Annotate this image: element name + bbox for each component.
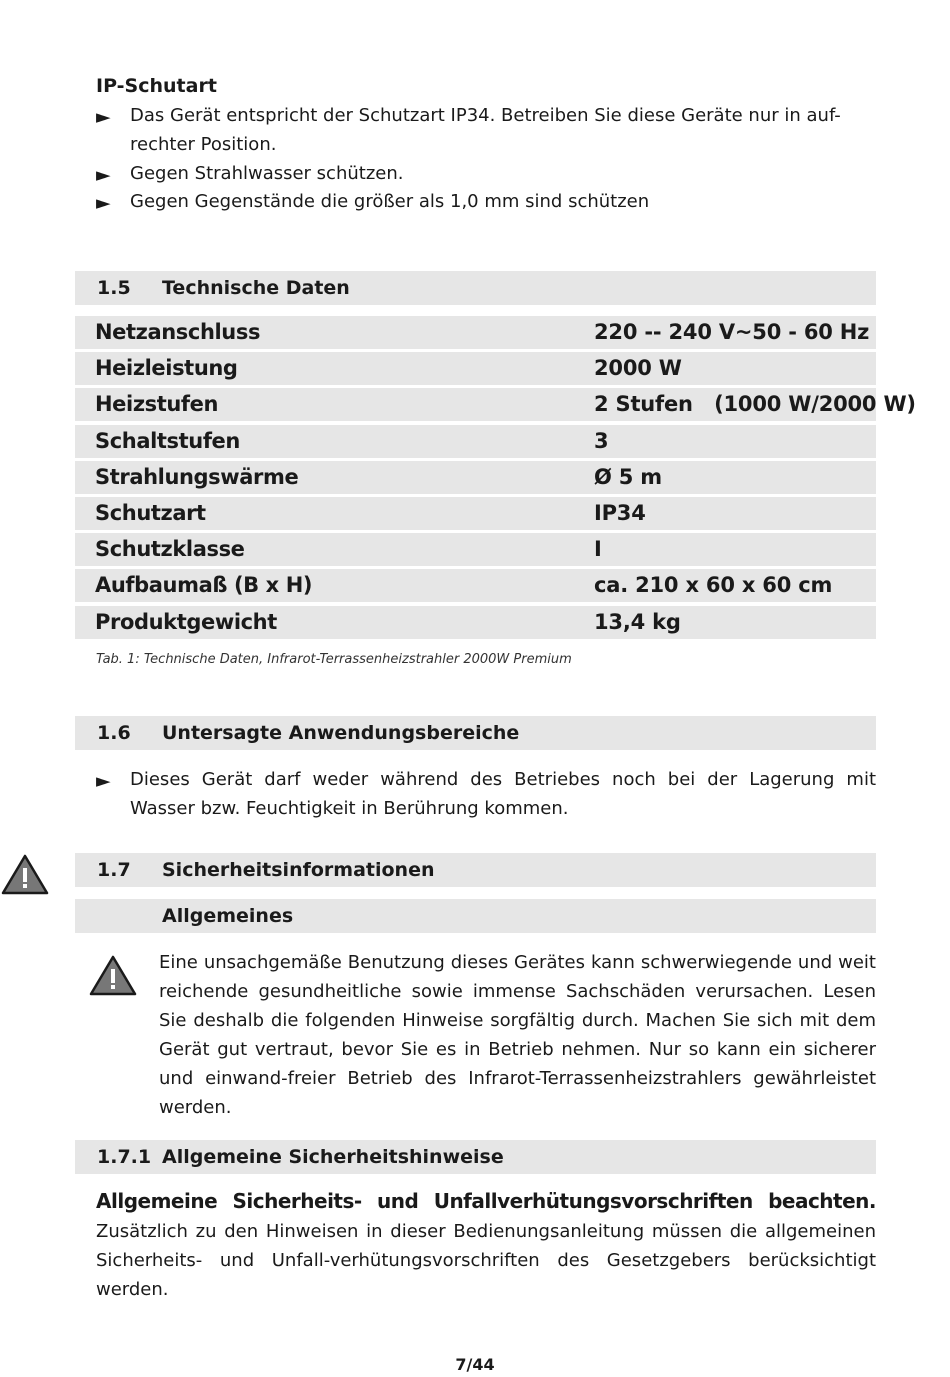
section-title: Untersagte Anwendungsbereiche xyxy=(162,722,520,744)
section-number: 1.7.1 xyxy=(97,1146,152,1168)
table-caption: Tab. 1: Technische Daten, Infrarot-Terrassenheizstrahler 2000W Premium xyxy=(96,652,572,667)
row-value: 220 -- 240 V~50 - 60 Hz xyxy=(594,320,870,344)
table-row xyxy=(75,533,876,566)
table-row xyxy=(75,425,876,458)
section-title: Allgemeine Sicherheitshinweise xyxy=(162,1146,504,1168)
bullet-item xyxy=(96,159,876,188)
row-value: IP34 xyxy=(594,500,646,525)
row-value: 2000 W xyxy=(594,356,682,381)
section-title: Sicherheitsinformationen xyxy=(162,859,435,881)
row-label: Heizleistung xyxy=(95,356,238,381)
bullet-text: Das Gerät entspricht der Schutzart IP34. Betreiben Sie diese Geräte nur in auf-rechter Position. xyxy=(130,105,841,155)
bullet-item xyxy=(96,187,876,216)
section-number: 1.6 xyxy=(97,722,131,744)
table-row xyxy=(75,569,876,602)
bullet-arrow-icon: ► xyxy=(96,770,111,792)
row-label: Aufbaumaß (B x H) xyxy=(95,573,313,598)
table-row xyxy=(75,606,876,639)
table-row xyxy=(75,316,876,349)
row-value: 13,4 kg xyxy=(594,609,681,634)
section-header-1-6 xyxy=(75,716,876,750)
bullet-text: Gegen Strahlwasser schützen. xyxy=(130,163,404,184)
row-value: ca. 210 x 60 x 60 cm xyxy=(594,573,833,598)
ip-protection-title: IP-Schutart xyxy=(96,75,217,97)
bullet-arrow-icon: ► xyxy=(96,106,111,128)
section-header-1-7 xyxy=(75,853,876,887)
section-number: 1.7 xyxy=(97,859,131,881)
warning-triangle-icon xyxy=(1,853,49,895)
bullet-arrow-icon: ► xyxy=(96,164,111,186)
bullet-item xyxy=(96,765,876,823)
row-label: Schutzart xyxy=(95,500,206,525)
row-label: Netzanschluss xyxy=(95,320,261,344)
row-label: Heizstufen xyxy=(95,392,219,417)
bullet-arrow-icon: ► xyxy=(96,192,111,214)
section-header-1-5 xyxy=(75,271,876,305)
bullet-text: Gegen Gegenstände die größer als 1,0 mm sind schützen xyxy=(130,191,650,212)
subsection-header-allgemeines xyxy=(75,899,876,933)
table-row xyxy=(75,461,876,494)
table-row xyxy=(75,388,916,421)
bullet-text: Dieses Gerät darf weder während des Betriebes noch bei der Lagerung mit Wasser bzw. Feuchtigkeit in Berührung kommen. xyxy=(130,769,876,819)
page-number: 7/44 xyxy=(455,1355,495,1374)
section-number: 1.5 xyxy=(97,277,131,299)
bullet-item xyxy=(96,101,876,159)
subsection-title: Allgemeines xyxy=(162,905,294,927)
row-value: Ø 5 m xyxy=(594,464,662,489)
row-value: 2 Stufen (1000 W/2000 W) xyxy=(594,392,916,417)
paragraph-text: Zusätzlich zu den Hinweisen in dieser Bedienungsanleitung müssen die allgemeinen Sicherheits- und Unfall-verhütungsvorschriften des Gesetzgebers berücksichtigt werden. xyxy=(96,1221,876,1300)
warning-paragraph: Eine unsachgemäße Benutzung dieses Gerätes kann schwerwiegende und weit reichende gesundheitliche sowie immense Sachschäden verursachen. Lesen Sie deshalb die folgenden Hinweise sorgfältig durch. Machen Sie sich mit dem Gerät gut vertraut, bevor Sie es in Betrieb nehmen. Nur so kann ein sicherer und einwand-freier Betrieb des Infrarot-Terrassenheizstrahlers gewährleistet werden. xyxy=(159,952,876,1118)
paragraph-lead: Allgemeine Sicherheits- und Unfallverhütungsvorschriften beachten. xyxy=(96,1189,876,1213)
row-label: Schaltstufen xyxy=(95,428,240,453)
table-row xyxy=(75,497,876,530)
section-header-1-7-1 xyxy=(75,1140,876,1174)
row-label: Produktgewicht xyxy=(95,609,277,634)
row-label: Strahlungswärme xyxy=(95,464,299,489)
technical-data-table xyxy=(75,316,916,642)
row-label: Schutzklasse xyxy=(95,537,245,562)
warning-triangle-icon xyxy=(89,954,137,996)
table-row xyxy=(75,352,876,385)
safety-paragraph xyxy=(96,1187,876,1304)
section-title: Technische Daten xyxy=(162,277,350,299)
row-value: 3 xyxy=(594,428,609,453)
row-value: I xyxy=(594,537,602,562)
